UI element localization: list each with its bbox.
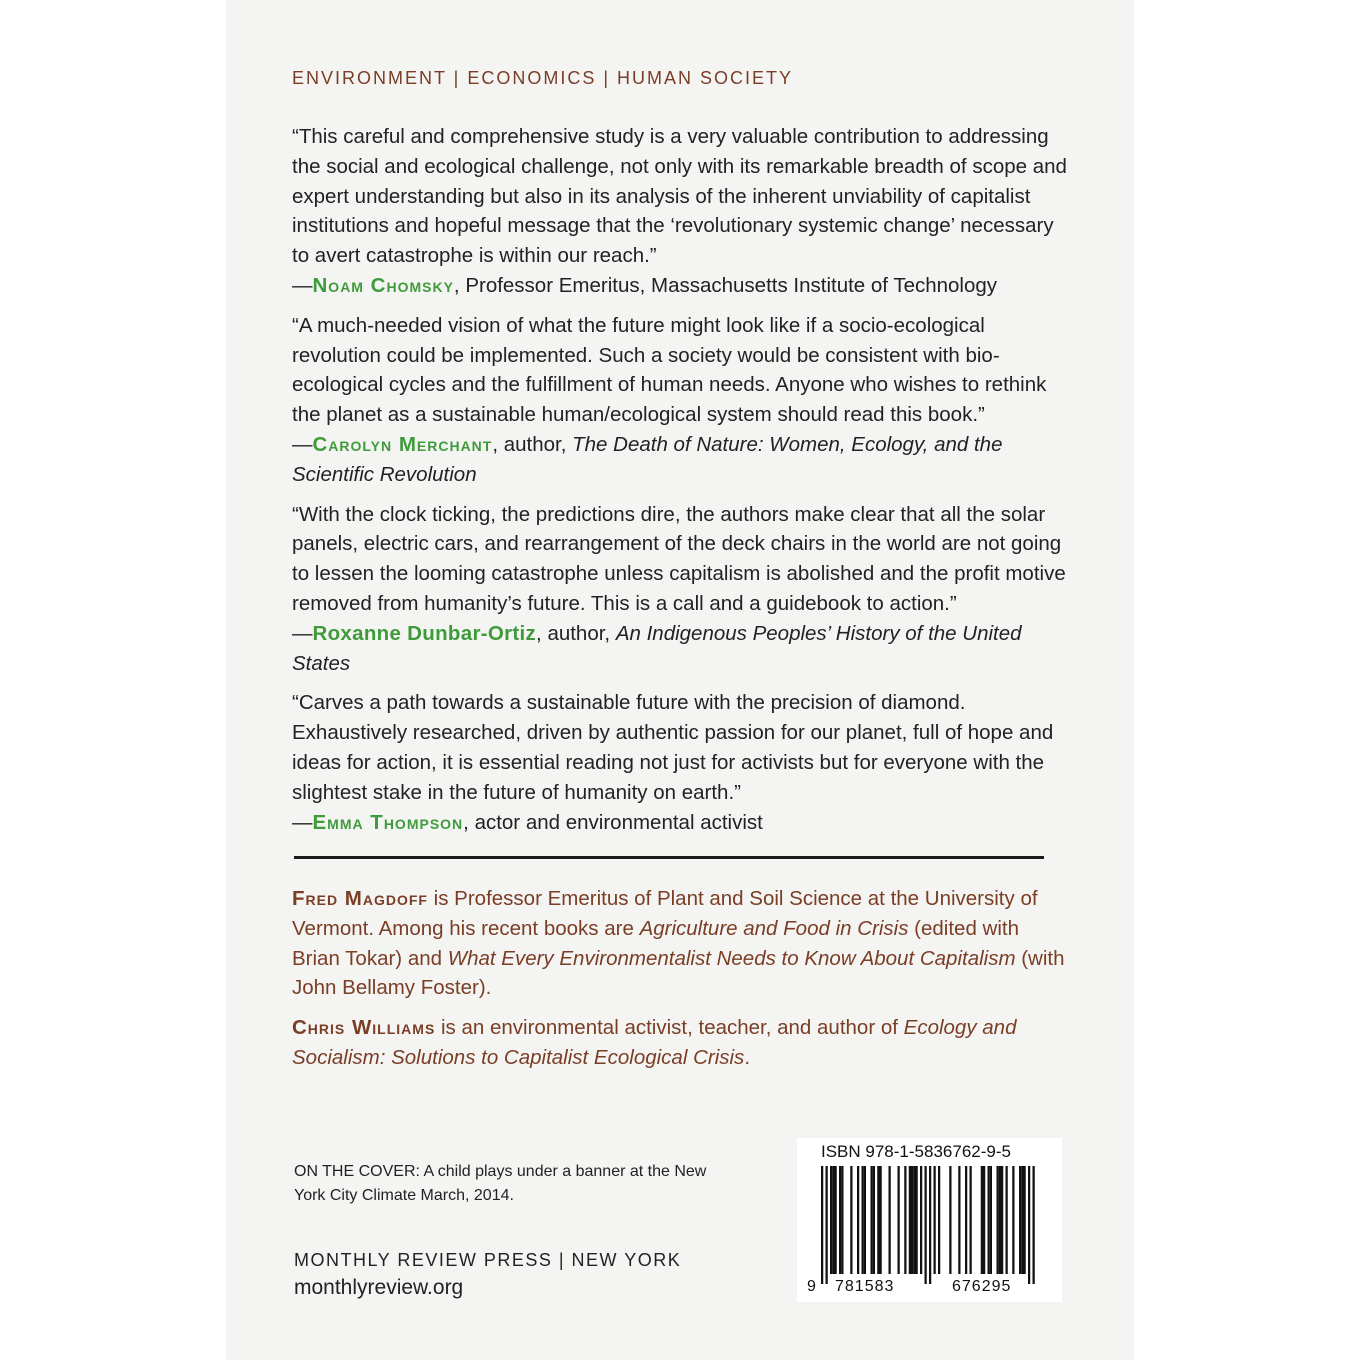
endorser-name: Noam Chomsky (312, 273, 454, 297)
barcode-bar (958, 1166, 960, 1274)
barcode-bar (857, 1166, 859, 1274)
publisher-website: monthlyreview.org (294, 1276, 464, 1299)
barcode-bar (925, 1166, 927, 1284)
barcode-bar (929, 1166, 931, 1284)
barcode-bar (916, 1166, 918, 1274)
barcode-bar (911, 1166, 913, 1274)
endorser-affiliation: , Professor Emeritus, Massachusetts Institute of Technology (453, 273, 998, 297)
barcode-bar (839, 1166, 841, 1274)
cover-photo-credit: ON THE COVER: A child plays under a banner at the New York City Climate March, 2014. (294, 1163, 707, 1204)
barcode-bar (920, 1166, 922, 1274)
barcode-bar (990, 1166, 992, 1274)
barcode-bar (934, 1166, 936, 1274)
barcode-bar (1028, 1166, 1030, 1284)
barcode-bar (904, 1166, 906, 1274)
book-title: What Every Environmentalist Needs to Know About Capitalism (447, 946, 1016, 970)
barcode-bar (949, 1166, 951, 1274)
barcode-bar (835, 1166, 837, 1274)
barcode-bar (1021, 1166, 1023, 1274)
endorsement-attribution (292, 430, 1067, 490)
endorsement-thompson (292, 688, 1067, 837)
barcode-bar (997, 1166, 999, 1274)
barcode-bar (1019, 1166, 1021, 1274)
barcode-bar (841, 1166, 843, 1274)
barcode-left-digits: 781583 (835, 1278, 895, 1295)
endorsement-dunbar-ortiz (292, 500, 1067, 679)
book-title: Agriculture and Food in Crisis (639, 916, 909, 940)
endorser-name: Emma Thompson (312, 810, 464, 834)
author-name: Chris Williams (292, 1016, 436, 1040)
bio-text: (with John Bellamy Foster). (292, 946, 1065, 1000)
barcode-bar (938, 1166, 940, 1274)
endorser-work-title: An Indigenous Peoples’ History of the United States (292, 621, 1022, 675)
barcode-bar (830, 1166, 832, 1274)
bio-text: (edited with Brian Tokar) and (292, 916, 1019, 970)
endorsement-attribution (292, 808, 1067, 838)
isbn-label: ISBN 978-1-5836762-9-5 (821, 1142, 1011, 1161)
barcode-bar (832, 1166, 834, 1274)
barcode-bar (873, 1166, 875, 1274)
barcode-bar (1033, 1166, 1035, 1284)
barcode-bar (862, 1166, 864, 1274)
isbn-barcode (797, 1138, 1062, 1302)
barcode-lead-digit: 9 (807, 1278, 816, 1295)
author-bio-williams (292, 1013, 1067, 1073)
author-name: Fred Magdoff (292, 887, 428, 910)
barcode-bar (981, 1166, 983, 1274)
attribution-dash: — (292, 273, 313, 297)
author-bios (292, 884, 1067, 1083)
endorser-name: Roxanne Dunbar-Ortiz (312, 621, 537, 645)
barcode-bar (913, 1166, 915, 1274)
book-title: Ecology and Socialism: Solutions to Capitalist Ecological Crisis (292, 1016, 1017, 1069)
endorsement-quote: “With the clock ticking, the predictions dire, the authors make clear that all the solar panels, electric cars, and rearrangement of the deck chairs in the world are not going to lessen the looming catastrophe unless capitalism is abolished and the profit motive removed from humanity’s future. This is a call and a guidebook to action.” (292, 502, 1066, 615)
endorser-work-title: The Death of Nature: Women, Ecology, and the Scientific Revolution (292, 432, 1003, 486)
endorser-affiliation: , author, (492, 432, 573, 456)
endorsement-attribution (292, 271, 1067, 301)
endorsement-merchant (292, 311, 1067, 490)
barcode-right-digits: 676295 (952, 1278, 1012, 1295)
barcode-bar (864, 1166, 866, 1274)
barcode-bar (1001, 1166, 1003, 1274)
endorsement-chomsky (292, 122, 1067, 301)
barcode-bar (970, 1166, 972, 1274)
section-divider (294, 856, 1044, 859)
endorsement-attribution (292, 619, 1067, 679)
barcode-bar (965, 1166, 967, 1274)
barcode-bar (1012, 1166, 1014, 1274)
endorsement-quote: “Carves a path towards a sustainable future with the precision of diamond. Exhaustively researched, driven by authentic passion for our planet, full of hope and ideas for action, it is essential reading not just for activists but for everyone with the slightest stake in the future of humanity on earth.” (292, 691, 1054, 804)
barcode-bar (871, 1166, 873, 1274)
attribution-dash: — (292, 432, 313, 456)
subject-categories: ENVIRONMENT | ECONOMICS | HUMAN SOCIETY (292, 68, 794, 88)
barcode-bar (826, 1166, 828, 1284)
barcode-bar (850, 1166, 852, 1274)
endorser-name: Carolyn Merchant (312, 432, 493, 456)
barcode-bar (909, 1166, 911, 1274)
endorsement-quote: “This careful and comprehensive study is a very valuable contribution to addressing the social and ecological challenge, not only with its remarkable breadth of scope and expert understanding but also in its analysis of the inherent unviability of capitalist institutions and hopeful message that the ‘revolutionary systemic change’ necessary to avert catastrophe is within our reach.” (292, 125, 1067, 268)
endorsements (292, 122, 1067, 847)
barcode-bar (898, 1166, 900, 1274)
publisher-line: MONTHLY REVIEW PRESS | NEW YORK (294, 1250, 682, 1270)
barcode-bar (889, 1166, 891, 1274)
barcode-bar (983, 1166, 985, 1274)
barcode-bar (999, 1166, 1001, 1274)
barcode-bar (821, 1166, 823, 1284)
endorser-affiliation: , author, (536, 621, 616, 645)
barcode-bar (988, 1166, 990, 1274)
barcode-bar (1006, 1166, 1008, 1274)
endorser-affiliation: , actor and environmental activist (463, 810, 763, 834)
barcode-bar (1024, 1166, 1026, 1274)
author-bio-magdoff (292, 884, 1067, 1003)
endorsement-quote: “A much-needed vision of what the future might look like if a socio-ecological revolution could be implemented. Such a society would be consistent with bio-ecological cycles and the fulfillment of human needs. Anyone who wishes to rethink the planet as a sustainable human/ecological system should read this book.” (292, 313, 1047, 427)
attribution-dash: — (292, 810, 313, 834)
attribution-dash: — (292, 621, 313, 645)
barcode-bar (877, 1166, 879, 1274)
bio-text: is an environmental activist, teacher, and author of (435, 1016, 904, 1040)
barcode-bar (880, 1166, 882, 1274)
bio-text: is Professor Emeritus of Plant and Soil Science at the University of Vermont. Among his recent books are (292, 887, 1038, 940)
bio-text: . (744, 1045, 751, 1069)
